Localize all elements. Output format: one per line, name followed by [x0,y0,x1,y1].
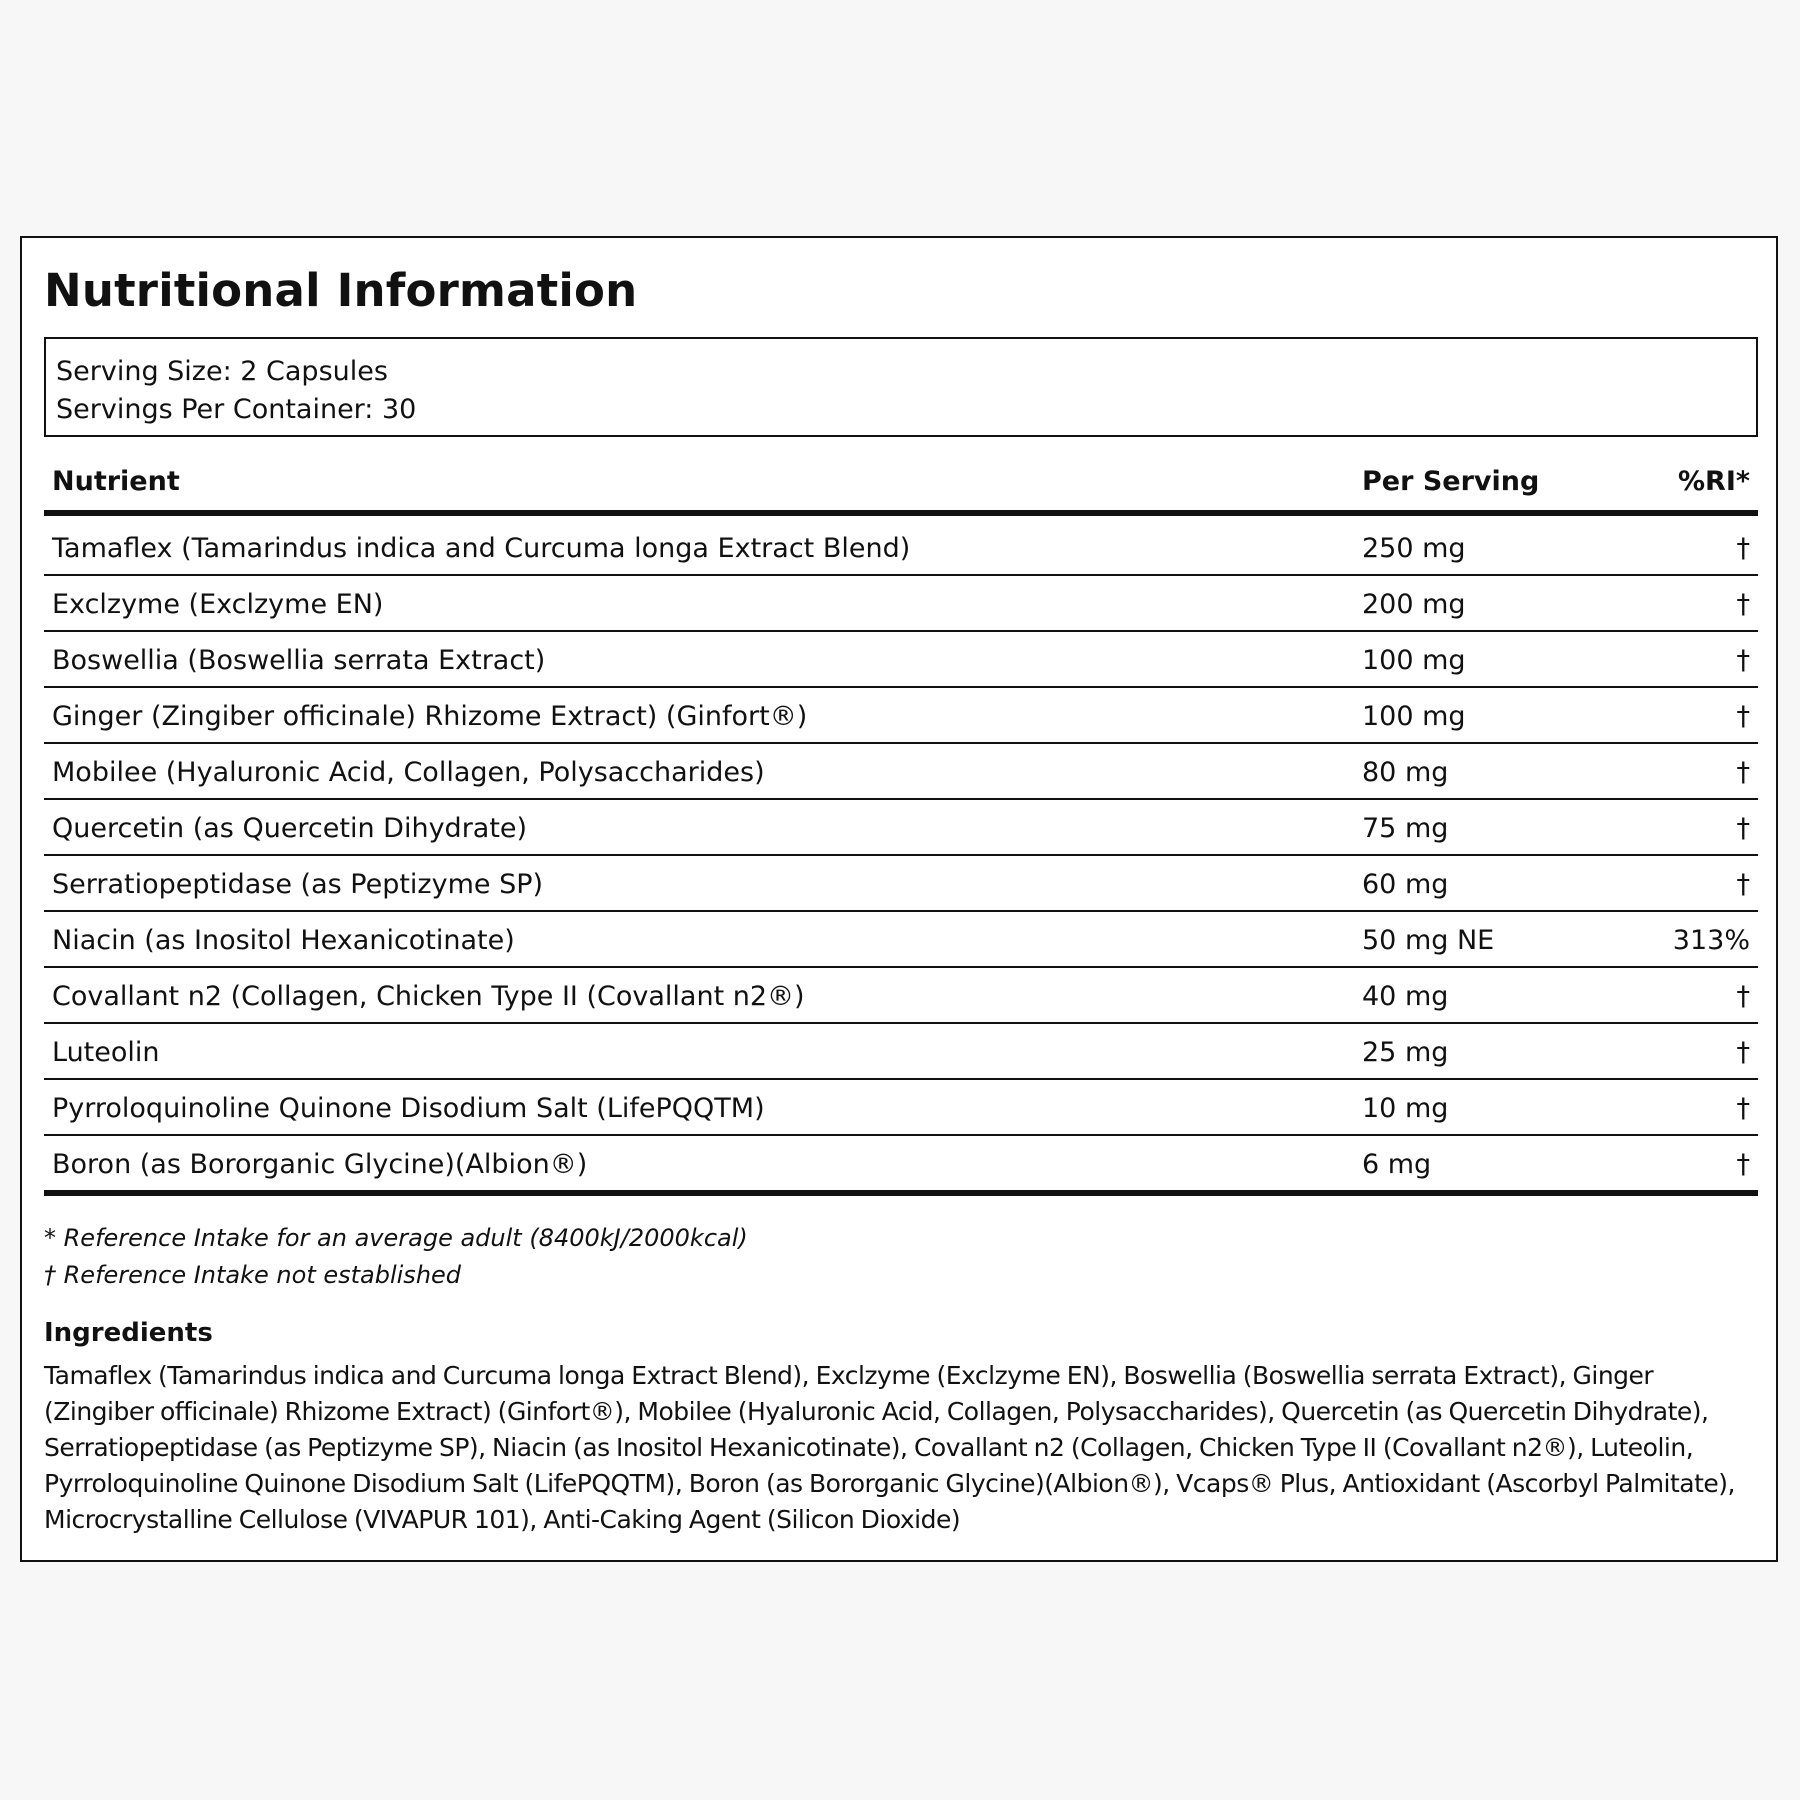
page-title: Nutritional Information [44,264,638,317]
footnote-ri: * Reference Intake for an average adult (8400kJ/2000kcal) [44,1224,748,1252]
per-serving-cell: 6 mg [1362,1149,1432,1180]
ri-cell: † [1736,533,1750,564]
per-serving-cell: 50 mg NE [1362,925,1495,956]
table-row [44,1080,1758,1136]
table-row [44,800,1758,856]
ri-cell: † [1736,589,1750,620]
per-serving-cell: 75 mg [1362,813,1449,844]
ri-cell: † [1736,1149,1750,1180]
nutrient-cell: Boron (as Bororganic Glycine)(Albion®) [52,1149,588,1180]
table-row [44,1136,1758,1196]
header-per-serving: Per Serving [1362,466,1540,497]
nutrient-cell: Exclzyme (Exclzyme EN) [52,589,384,620]
table-row [44,744,1758,800]
ri-cell: † [1736,1093,1750,1124]
header-nutrient: Nutrient [52,466,180,497]
table-row [44,632,1758,688]
nutrient-table [44,458,1758,1196]
per-serving-cell: 100 mg [1362,701,1466,732]
nutrient-cell: Pyrroloquinoline Quinone Disodium Salt (LifePQQTM) [52,1093,765,1124]
table-row [44,968,1758,1024]
ri-cell: † [1736,981,1750,1012]
table-row [44,856,1758,912]
table-row [44,520,1758,576]
table-row [44,1024,1758,1080]
per-serving-cell: 60 mg [1362,869,1449,900]
ri-cell: † [1736,645,1750,676]
per-serving-cell: 100 mg [1362,645,1466,676]
ingredients-text: Tamaflex (Tamarindus indica and Curcuma longa Extract Blend), Exclzyme (Exclzyme EN), Boswellia (Boswellia serrata Extract), Ginger (Zingiber officinale) Rhizome Extract) (Ginfort®), Mobilee (Hyaluronic Acid, Collagen, Polysaccharides), Quercetin (as Quercetin Dihydrate), Serratiopeptidase (as Peptizyme SP), Niacin (as Inositol Hexanicotinate), Covallant n2 (Collagen, Chicken Type II (Covallant n2®), Luteolin, Pyrroloquinoline Quinone Disodium Salt (LifePQQTM), Boron (as Bororganic Glycine)(Albion®), Vcaps® Plus, Antioxidant (Ascorbyl Palmitate), Microcrystalline Cellulose (VIVAPUR 101), Anti-Caking Agent (Silicon Dioxide) [44,1361,1735,1534]
ingredients-heading: Ingredients [44,1318,213,1348]
table-row [44,688,1758,744]
nutrient-cell: Boswellia (Boswellia serrata Extract) [52,645,546,676]
per-serving-cell: 10 mg [1362,1093,1449,1124]
ri-cell: † [1736,757,1750,788]
ri-cell: † [1736,1037,1750,1068]
per-serving-cell: 250 mg [1362,533,1466,564]
per-serving-cell: 25 mg [1362,1037,1449,1068]
serving-size: Serving Size: 2 Capsules [56,356,388,387]
ri-cell: † [1736,701,1750,732]
nutrient-cell: Quercetin (as Quercetin Dihydrate) [52,813,528,844]
per-serving-cell: 40 mg [1362,981,1449,1012]
nutrient-cell: Luteolin [52,1037,160,1068]
ri-cell: † [1736,813,1750,844]
servings-per-container: Servings Per Container: 30 [56,394,417,425]
table-row [44,912,1758,968]
footnote-dagger: † Reference Intake not established [44,1261,462,1289]
nutrient-cell: Mobilee (Hyaluronic Acid, Collagen, Polysaccharides) [52,757,765,788]
nutrient-cell: Niacin (as Inositol Hexanicotinate) [52,925,515,956]
table-body [44,516,1758,1196]
footnotes [44,1220,748,1294]
per-serving-cell: 200 mg [1362,589,1466,620]
table-row [44,576,1758,632]
header-ri: %RI* [1677,466,1750,497]
nutrient-cell: Tamaflex (Tamarindus indica and Curcuma longa Extract Blend) [52,533,911,564]
nutrient-cell: Ginger (Zingiber officinale) Rhizome Extract) (Ginfort®) [52,701,808,732]
per-serving-cell: 80 mg [1362,757,1449,788]
ri-cell: 313% [1672,925,1750,956]
nutrition-panel [20,236,1778,1562]
nutrient-cell: Covallant n2 (Collagen, Chicken Type II (Covallant n2®) [52,981,805,1012]
ri-cell: † [1736,869,1750,900]
nutrient-cell: Serratiopeptidase (as Peptizyme SP) [52,869,544,900]
table-header [44,458,1758,516]
serving-info-box [44,337,1758,437]
